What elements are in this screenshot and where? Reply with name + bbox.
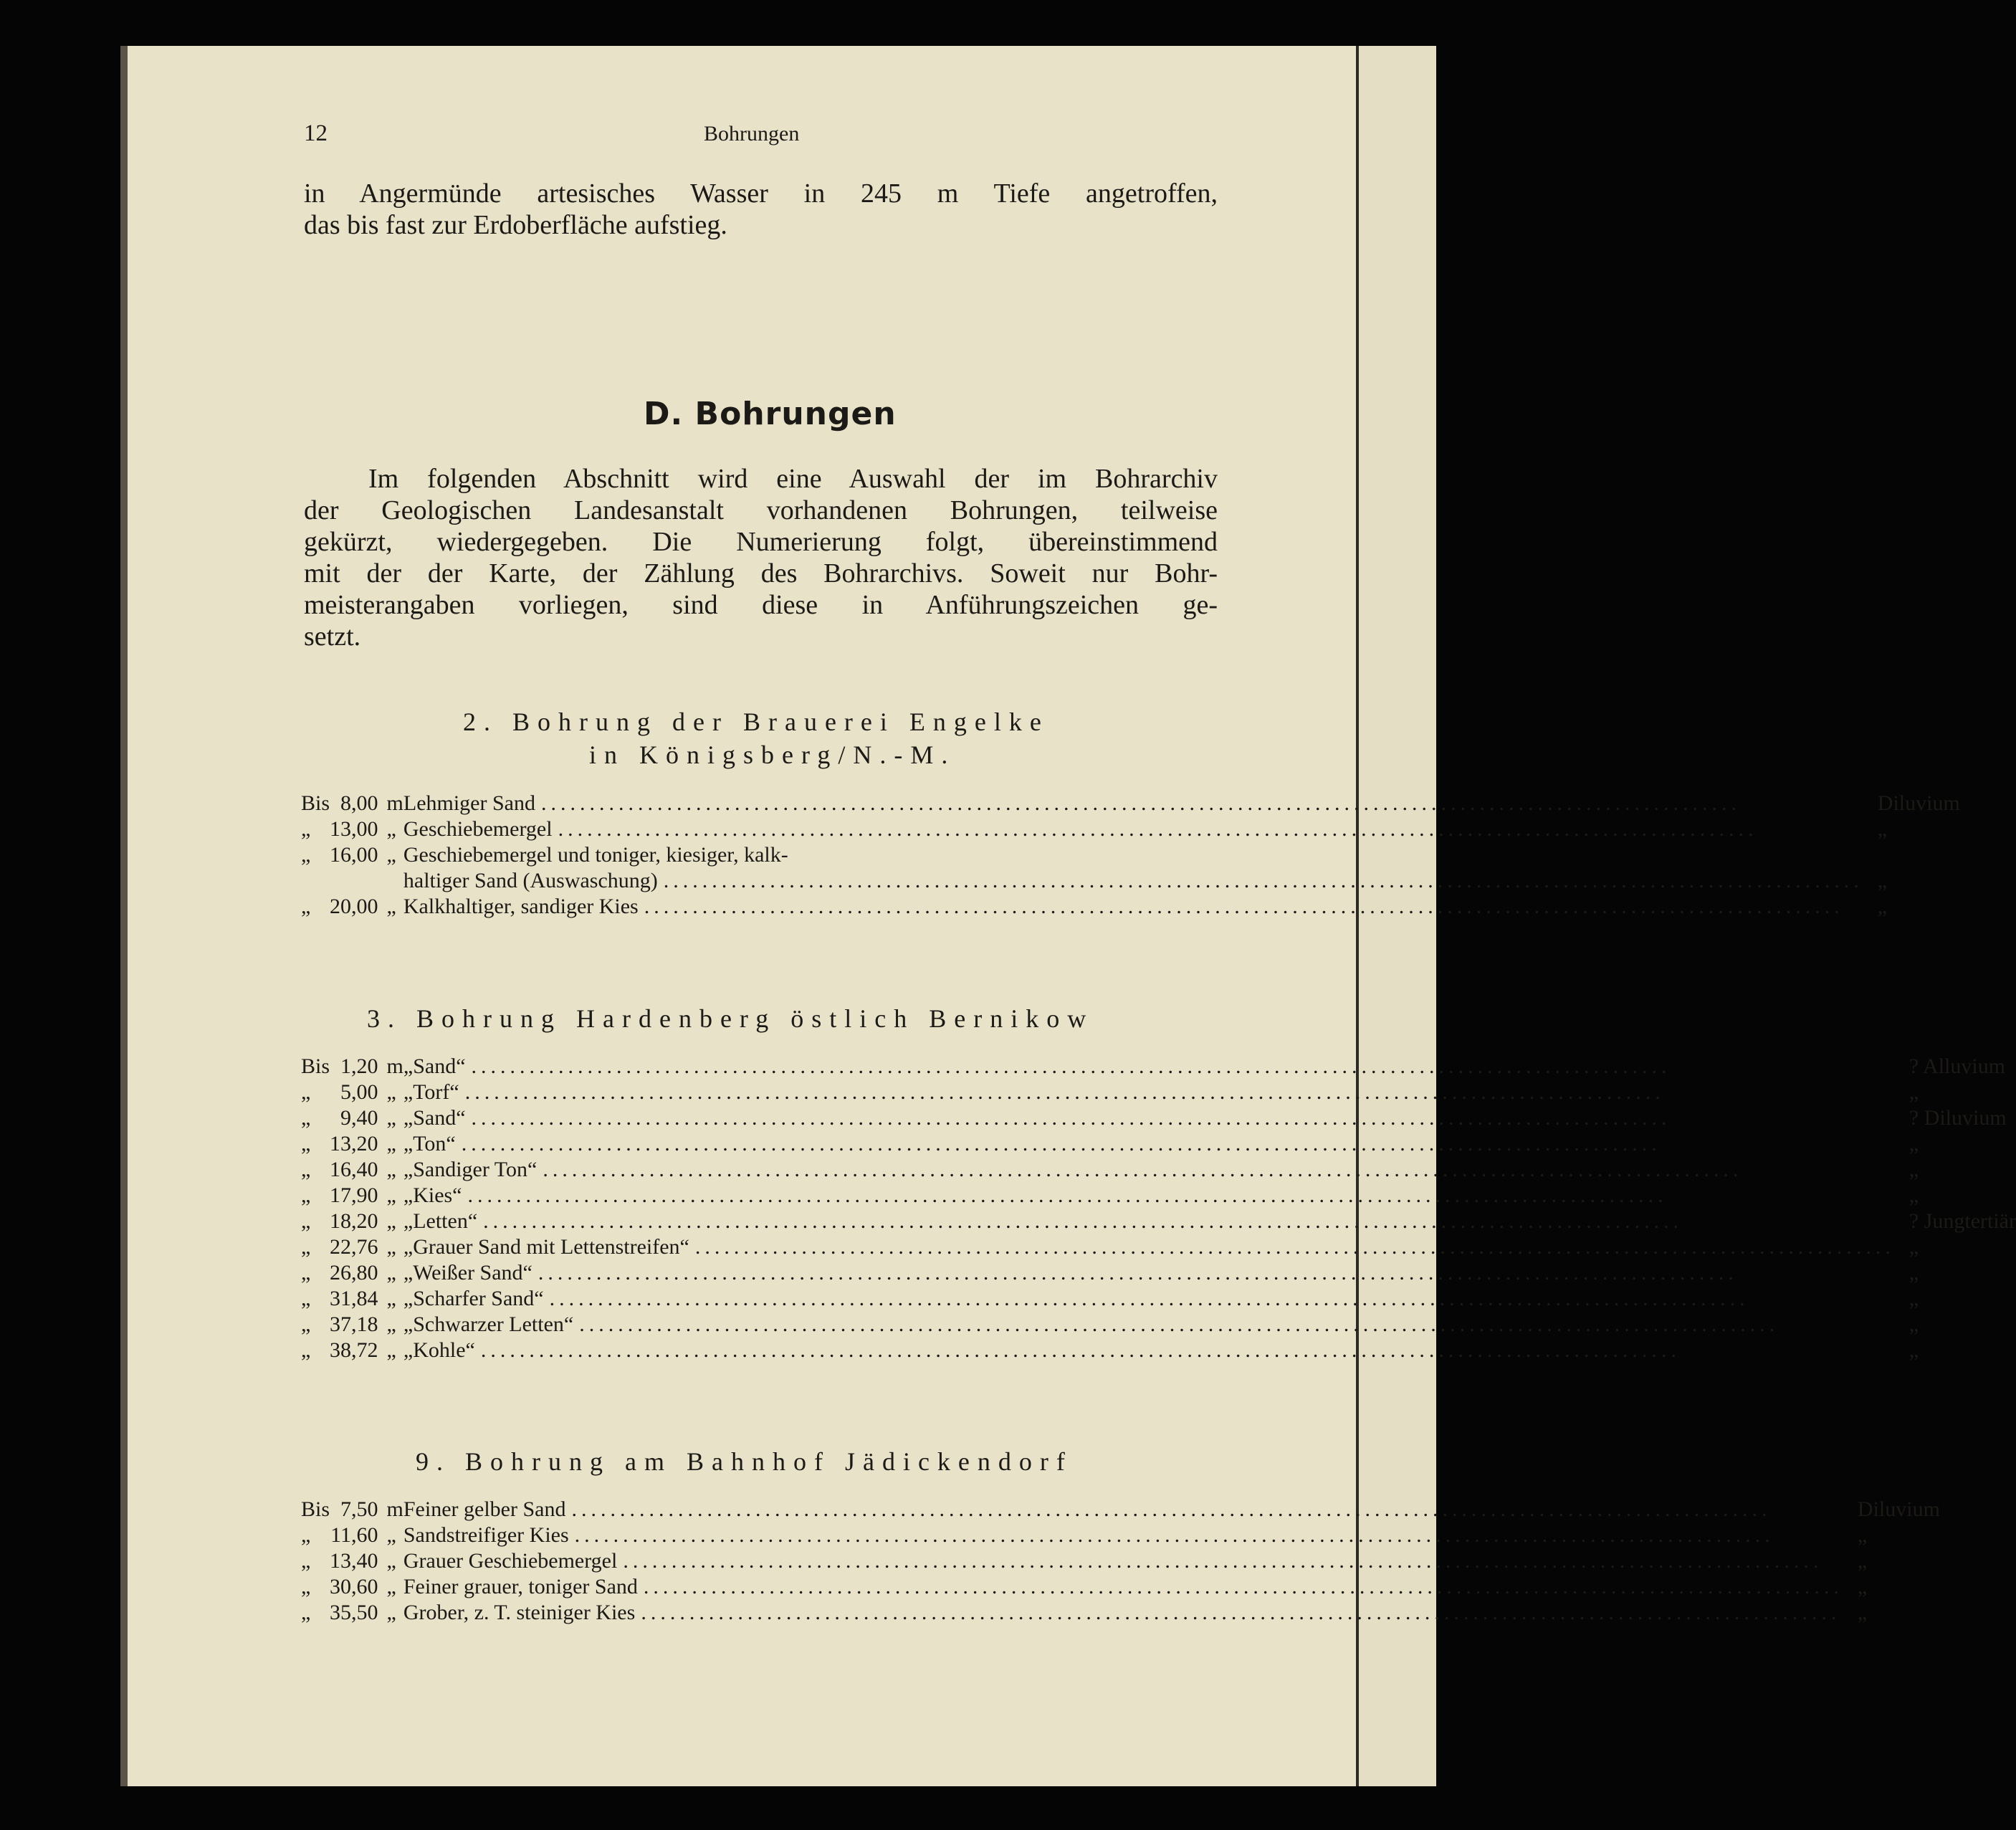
table-row: [301, 791, 1960, 816]
description-text: „Scharfer Sand“: [403, 1287, 544, 1310]
depth-cell: 20,00: [330, 895, 378, 918]
depth-cell: [330, 868, 387, 894]
leader-dots: [543, 1157, 1895, 1183]
depth-cell: 17,90: [330, 1183, 378, 1207]
depth-cell: 30,60: [330, 1575, 378, 1598]
description-text: „Kies“: [403, 1183, 462, 1207]
unit-cell: „: [386, 1287, 396, 1310]
depth-cell: 5,00: [340, 1080, 378, 1104]
bis-cell: „: [301, 1158, 311, 1181]
bis-cell: „: [301, 1338, 311, 1362]
table-row: [301, 1105, 2016, 1131]
stratigraphy-cell: „: [1908, 1235, 1919, 1259]
leader-dots: [481, 1338, 1895, 1363]
table-row: [301, 1522, 1940, 1548]
stratigraphy-cell: Diluvium: [1857, 1497, 1940, 1521]
unit-cell: „: [386, 1235, 396, 1259]
unit-cell: „: [386, 1261, 396, 1285]
leader-dots: [664, 868, 1863, 894]
section-heading: D. Bohrungen: [644, 396, 897, 432]
depth-cell: 16,40: [330, 1158, 378, 1181]
table-row: [301, 1234, 2016, 1260]
stratigraphy-cell: ? Jungtertiär: [1908, 1209, 2016, 1233]
stratigraphy-cell: „: [1857, 1549, 1868, 1573]
table-row: [301, 868, 1960, 894]
table-row: [301, 1338, 2016, 1363]
bis-cell: Bis: [301, 791, 330, 815]
leader-dots: [623, 1548, 1843, 1574]
depth-cell: 13,00: [330, 817, 378, 841]
bis-cell: „: [301, 1261, 311, 1285]
description-text: Sandstreifiger Kies: [403, 1523, 569, 1547]
unit-cell: „: [386, 1080, 396, 1104]
description-cell: [403, 1260, 1895, 1286]
table-row: [301, 1574, 1940, 1600]
table-row: [301, 1286, 2016, 1312]
unit-cell: m: [386, 1497, 403, 1521]
leader-dots: [538, 1260, 1895, 1286]
unit-cell: „: [386, 1106, 396, 1130]
description-text: „Sandiger Ton“: [403, 1158, 538, 1181]
bis-cell: „: [301, 1080, 311, 1104]
description-cell: [403, 1234, 1895, 1260]
depth-cell: 1,20: [340, 1054, 378, 1078]
description-cell: [403, 1183, 1895, 1209]
description-text: Kalkhaltiger, sandiger Kies: [403, 895, 639, 918]
description-cell: [403, 868, 1863, 894]
stratigraphy-cell: „: [1877, 817, 1888, 841]
bis-cell: „: [301, 895, 311, 918]
description-cell: [403, 791, 1863, 816]
unit-cell: m: [386, 1054, 403, 1078]
unit-cell: „: [386, 1183, 396, 1207]
text-line: in Angermünde artesisches Wasser in 245 m Tiefe angetroffen,: [304, 178, 1218, 209]
leader-dots: [472, 1054, 1895, 1080]
bis-cell: „: [301, 1312, 311, 1336]
stratigraphy-cell: „: [1908, 1080, 1919, 1104]
stratigraphy-cell: „: [1857, 1601, 1868, 1624]
description-cell: [403, 1286, 1895, 1312]
depth-cell: 13,20: [330, 1132, 378, 1155]
description-text: „Weißer Sand“: [403, 1261, 532, 1285]
description-cell: [403, 894, 1863, 920]
leader-dots: [472, 1105, 1895, 1131]
leader-dots: [550, 1286, 1895, 1312]
table-row: [301, 1131, 2016, 1157]
description-cell: [403, 1338, 1895, 1363]
unit-cell: „: [386, 1575, 396, 1598]
depth-cell: 38,72: [330, 1338, 378, 1362]
stratigraphy-cell: „: [1908, 1312, 1919, 1336]
unit-cell: „: [386, 1549, 396, 1573]
description-cell: [403, 842, 1863, 868]
description-text: „Letten“: [403, 1209, 478, 1233]
description-text: Lehmiger Sand: [403, 791, 535, 815]
text-line: meisterangaben vorliegen, sind diese in Anführungszeichen ge-: [304, 590, 1218, 620]
description-cell: [403, 1054, 1895, 1080]
bis-cell: „: [301, 1575, 311, 1598]
description-text: Feiner grauer, toniger Sand: [403, 1575, 638, 1598]
stratigraphy-cell: „: [1857, 1575, 1868, 1598]
leader-dots: [462, 1131, 1895, 1157]
borehole-title: 2. Bohrung der Brauerei Engelke: [463, 707, 1049, 736]
stratigraphy-cell: „: [1877, 895, 1888, 918]
description-text: Grober, z. T. steiniger Kies: [403, 1601, 636, 1624]
description-cell: [403, 1312, 1895, 1338]
unit-cell: „: [386, 1312, 396, 1336]
bis-cell: „: [301, 1287, 311, 1310]
stratigraphy-cell: „: [1877, 869, 1888, 892]
borehole-table: [301, 1054, 2016, 1363]
depth-cell: 11,60: [330, 1523, 378, 1547]
depth-cell: 18,20: [330, 1209, 378, 1233]
leader-dots: [483, 1209, 1895, 1234]
description-cell: [403, 1131, 1895, 1157]
description-cell: [403, 1497, 1843, 1522]
bis-cell: „: [301, 1183, 311, 1207]
table-row: [301, 1183, 2016, 1209]
bis-cell: Bis: [301, 1497, 330, 1521]
description-text: Grauer Geschiebemergel: [403, 1549, 618, 1573]
leader-dots: [644, 1574, 1843, 1600]
section-paragraph: [304, 463, 1218, 652]
leader-dots: [579, 1312, 1895, 1338]
leader-dots: [465, 1080, 1895, 1105]
depth-cell: 13,40: [330, 1549, 378, 1573]
bis-cell: „: [301, 1235, 311, 1259]
stratigraphy-cell: Diluvium: [1877, 791, 1960, 815]
description-text: „Grauer Sand mit Lettenstreifen“: [403, 1235, 689, 1259]
description-text: „Sand“: [403, 1106, 466, 1130]
bis-cell: „: [301, 1106, 311, 1130]
unit-cell: „: [386, 1209, 396, 1233]
stratigraphy-cell: [1863, 842, 1960, 868]
borehole-subtitle: in Königsberg/N.-M.: [589, 740, 956, 769]
depth-cell: 9,40: [340, 1106, 378, 1130]
depth-cell: 22,76: [330, 1235, 378, 1259]
unit-cell: „: [386, 1158, 396, 1181]
description-cell: [403, 816, 1863, 842]
leader-dots: [695, 1234, 1895, 1260]
description-text: Geschiebemergel: [403, 817, 553, 841]
description-text: Geschiebemergel und toniger, kiesiger, kalk-: [403, 843, 788, 867]
stratigraphy-cell: „: [1908, 1287, 1919, 1310]
table-row: [301, 1157, 2016, 1183]
depth-cell: 16,00: [330, 843, 378, 867]
table-row: [301, 1260, 2016, 1286]
stratigraphy-cell: „: [1908, 1158, 1919, 1181]
description-cell: [403, 1522, 1843, 1548]
bis-cell: „: [301, 1549, 311, 1573]
running-title: Bohrungen: [704, 122, 800, 146]
table-row: [301, 1497, 1940, 1522]
stratigraphy-cell: ? Alluvium: [1908, 1054, 2006, 1078]
bis-cell: „: [301, 1601, 311, 1624]
leader-dots: [571, 1497, 1843, 1522]
leader-dots: [541, 791, 1863, 816]
bis-cell: „: [301, 1132, 311, 1155]
depth-cell: 7,50: [340, 1497, 378, 1521]
bis-cell: „: [301, 817, 311, 841]
text-line: mit der der Karte, der Zählung des Bohrarchivs. Soweit nur Bohr-: [304, 558, 1218, 588]
unit-cell: m: [386, 791, 403, 815]
table-row: [301, 842, 1960, 868]
description-text: „Torf“: [403, 1080, 459, 1104]
unit-cell: [387, 868, 403, 894]
page-number: 12: [304, 120, 328, 146]
depth-cell: 31,84: [330, 1287, 378, 1310]
description-cell: [403, 1080, 1895, 1105]
description-cell: [403, 1209, 1895, 1234]
stratigraphy-cell: ? Diluvium: [1908, 1106, 2007, 1130]
table-row: [301, 1548, 1940, 1574]
leader-dots: [468, 1183, 1895, 1209]
unit-cell: „: [386, 895, 396, 918]
description-text: „Kohle“: [403, 1338, 475, 1362]
description-text: „Ton“: [403, 1132, 456, 1155]
leader-dots: [644, 894, 1863, 920]
unit-cell: „: [386, 1132, 396, 1155]
borehole-title: 9. Bohrung am Bahnhof Jädickendorf: [416, 1447, 1073, 1476]
description-text: Feiner gelber Sand: [403, 1497, 566, 1521]
depth-cell: 35,50: [330, 1601, 378, 1624]
unit-cell: „: [386, 817, 396, 841]
bis-cell: Bis: [301, 1054, 330, 1078]
leader-dots: [575, 1522, 1843, 1548]
description-cell: [403, 1105, 1895, 1131]
description-text: „Schwarzer Letten“: [403, 1312, 574, 1336]
leader-dots: [558, 816, 1863, 842]
text-line: das bis fast zur Erdoberfläche aufstieg.: [304, 210, 727, 240]
table-row: [301, 894, 1960, 920]
stratigraphy-cell: „: [1908, 1183, 1919, 1207]
depth-cell: 8,00: [340, 791, 378, 815]
stratigraphy-cell: „: [1908, 1261, 1919, 1285]
description-cell: [403, 1574, 1843, 1600]
bis-cell: [301, 868, 330, 894]
text-line: der Geologischen Landesanstalt vorhandenen Bohrungen, teilweise: [304, 495, 1218, 525]
table-row: [301, 1209, 2016, 1234]
table-row: [301, 816, 1960, 842]
description-cell: [403, 1157, 1895, 1183]
table-row: [301, 1054, 2016, 1080]
table-row: [301, 1080, 2016, 1105]
depth-cell: 37,18: [330, 1312, 378, 1336]
intro-paragraph: [304, 178, 1218, 241]
description-cell: [403, 1600, 1843, 1626]
borehole-table: [301, 1497, 1940, 1626]
stratigraphy-cell: „: [1857, 1523, 1868, 1547]
description-cell: [403, 1548, 1843, 1574]
description-text: haltiger Sand (Auswaschung): [403, 869, 658, 892]
stratigraphy-cell: „: [1908, 1132, 1919, 1155]
text-line: Im folgenden Abschnitt wird eine Auswahl der im Bohrarchiv: [368, 464, 1218, 494]
table-row: [301, 1312, 2016, 1338]
bis-cell: „: [301, 1209, 311, 1233]
leader-dots: [641, 1600, 1843, 1626]
text-line: gekürzt, wiedergegeben. Die Numerierung folgt, übereinstimmend: [304, 527, 1218, 557]
borehole-table: [301, 791, 1960, 920]
bis-cell: „: [301, 1523, 311, 1547]
text-line: setzt.: [304, 621, 361, 652]
bis-cell: „: [301, 843, 311, 867]
stratigraphy-cell: „: [1908, 1338, 1919, 1362]
depth-cell: 26,80: [330, 1261, 378, 1285]
description-text: „Sand“: [403, 1054, 466, 1078]
unit-cell: „: [386, 1338, 396, 1362]
table-row: [301, 1600, 1940, 1626]
unit-cell: „: [386, 1601, 396, 1624]
borehole-title: 3. Bohrung Hardenberg östlich Bernikow: [367, 1004, 1094, 1033]
unit-cell: „: [386, 843, 396, 867]
unit-cell: „: [386, 1523, 396, 1547]
